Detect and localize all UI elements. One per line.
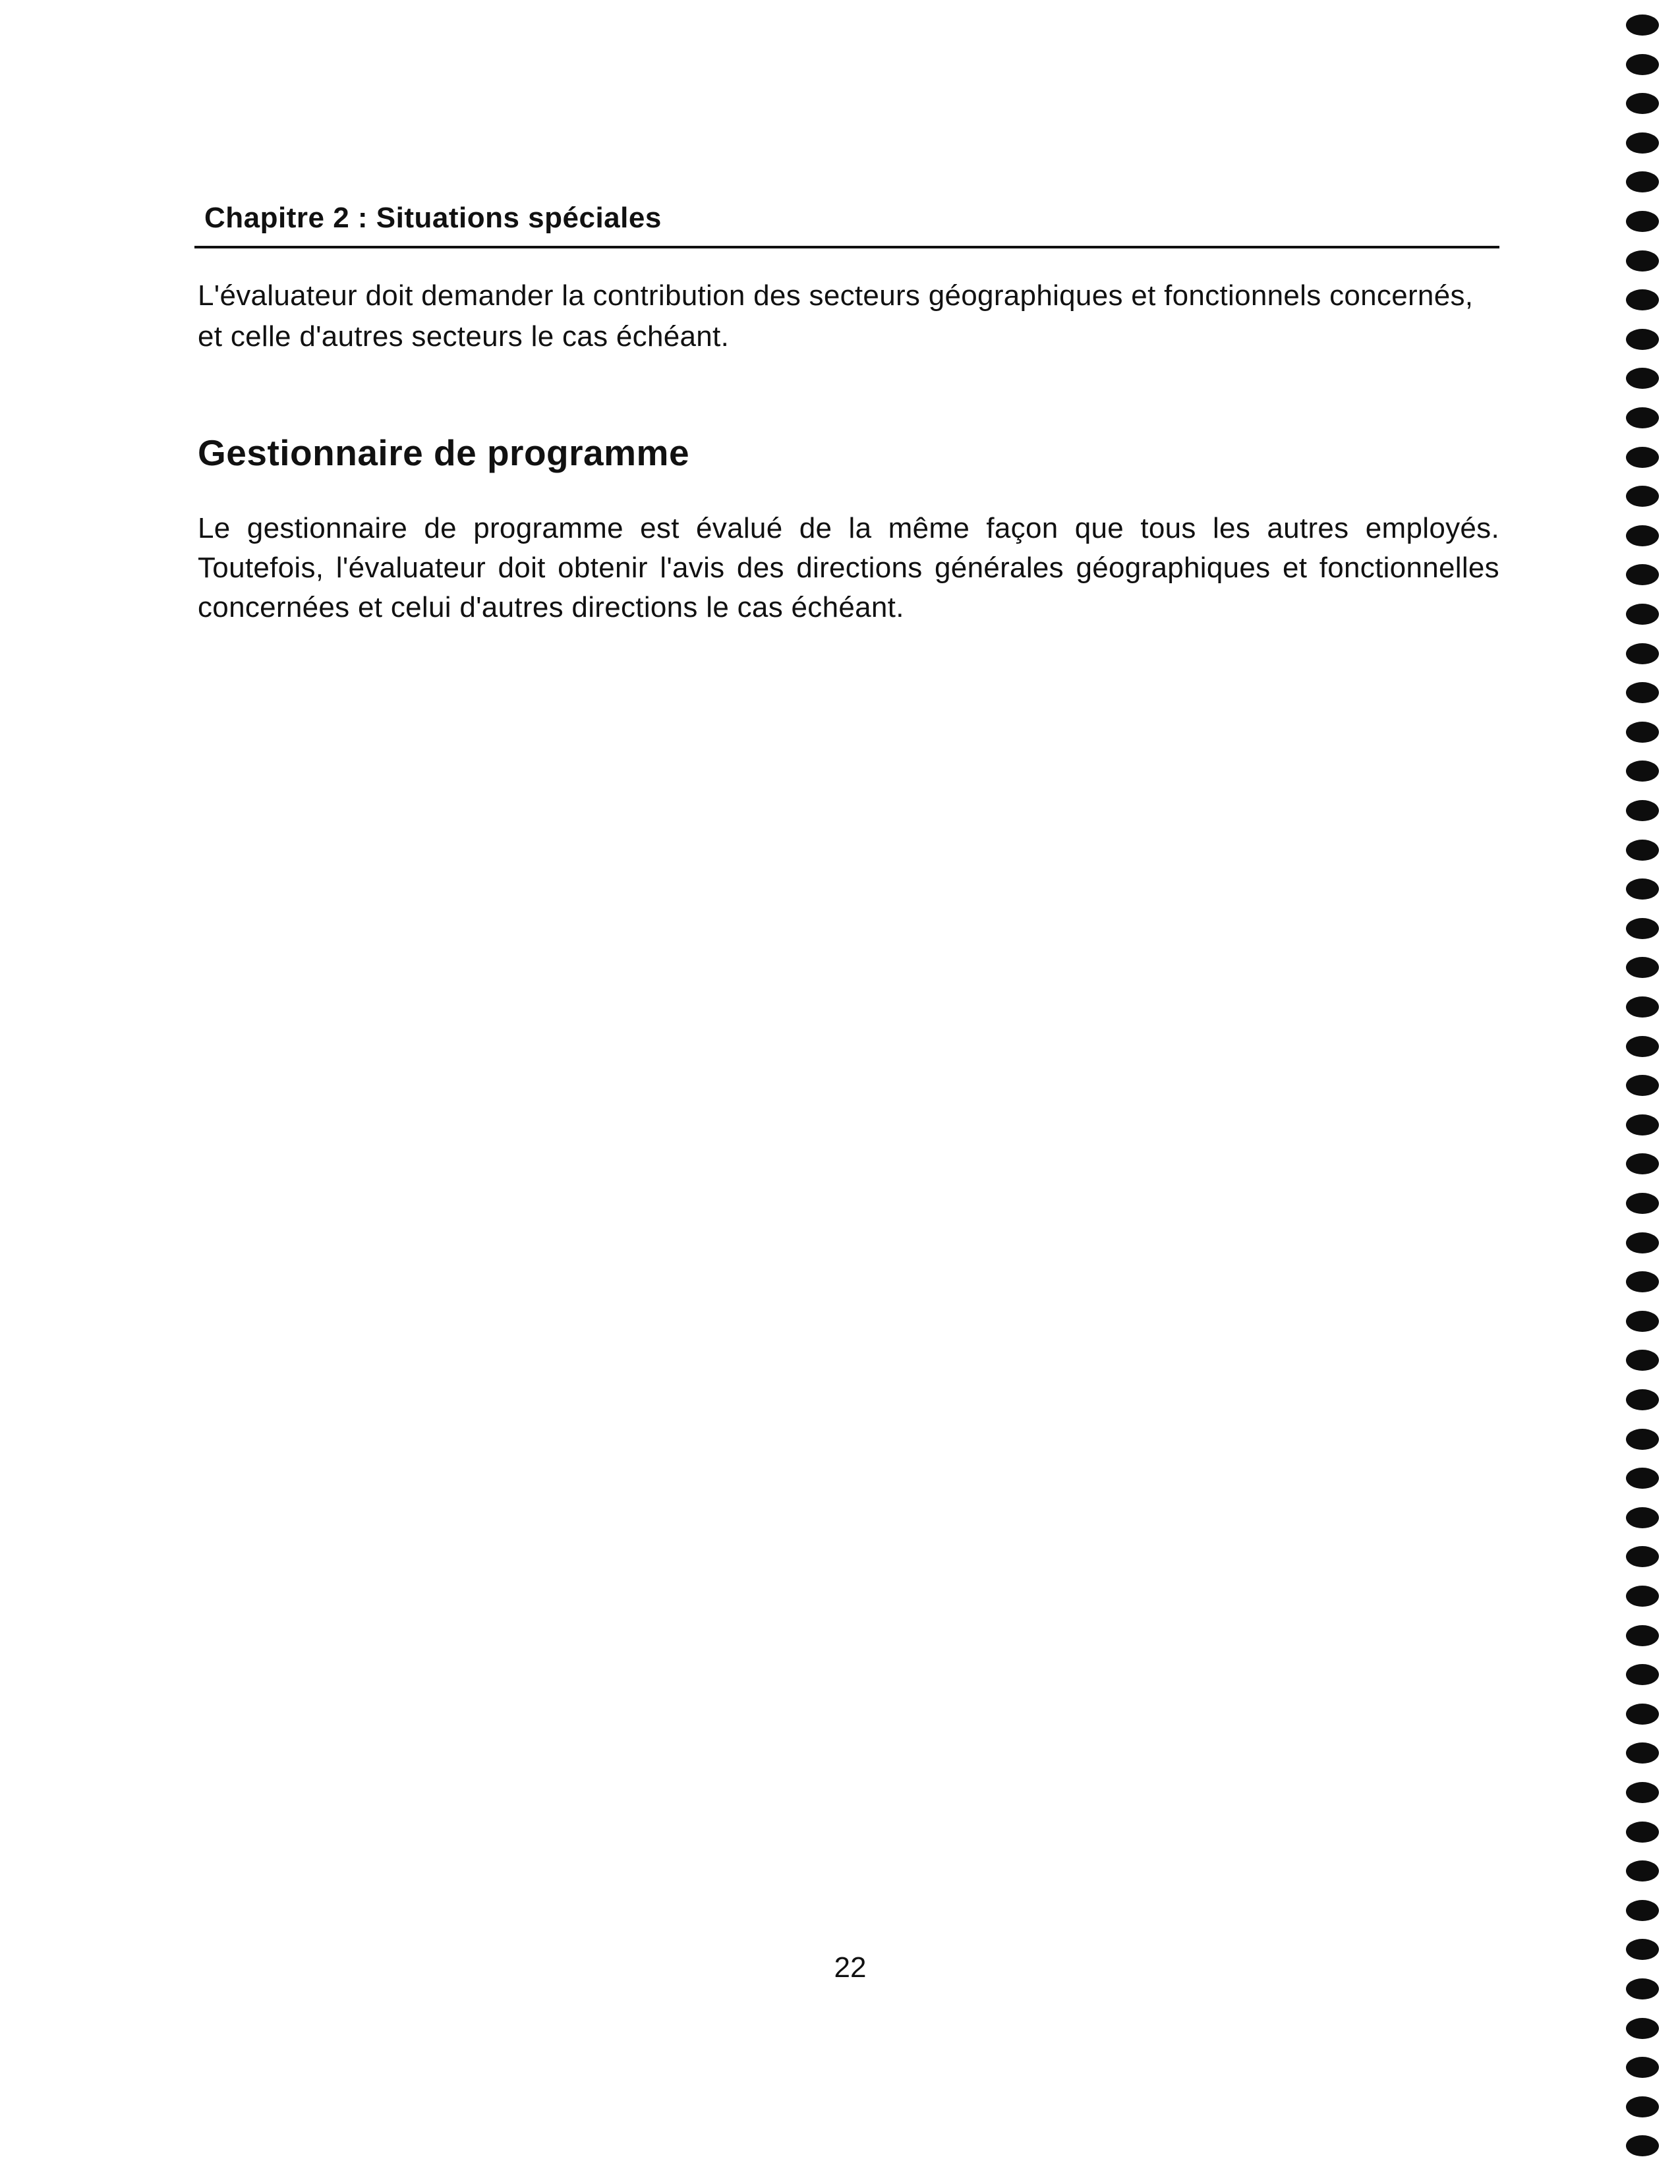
page-number: 22 [834,1951,867,1984]
binding-hole [1626,1900,1659,1921]
binding-hole [1626,486,1659,507]
binding-hole [1626,525,1659,546]
binding-hole [1626,1782,1659,1803]
binding-hole [1626,2018,1659,2039]
binding-hole [1626,54,1659,75]
header-rule [194,246,1499,248]
binding-hole [1626,2057,1659,2078]
binding-hole [1626,250,1659,272]
binding-hole [1626,682,1659,703]
binding-hole [1626,171,1659,192]
binding-hole [1626,1193,1659,1214]
binding-holes-strip [1608,0,1680,2184]
binding-hole [1626,1271,1659,1292]
binding-hole [1626,368,1659,389]
binding-hole [1626,1860,1659,1882]
binding-hole [1626,407,1659,428]
section-heading: Gestionnaire de programme [198,432,690,473]
binding-hole [1626,1350,1659,1371]
intro-paragraph: L'évaluateur doit demander la contribution des secteurs géographiques et fonctionnels concernés, et celle d'autres secteurs le cas échéant. [198,279,1474,353]
binding-hole [1626,1468,1659,1489]
binding-hole [1626,1704,1659,1725]
binding-hole [1626,1036,1659,1057]
binding-hole [1626,761,1659,782]
binding-hole [1626,1153,1659,1174]
binding-hole [1626,1625,1659,1646]
binding-hole [1626,1822,1659,1843]
binding-hole [1626,957,1659,978]
binding-hole [1626,329,1659,350]
binding-hole [1626,564,1659,585]
section-paragraph: Le gestionnaire de programme est évalué de la même façon que tous les autres employés. Toutefois, l'évaluateur doit obtenir l'avis des directions générales géographiques et fonctionnelles concernées et celui d'autres directions le cas échéant. [198,512,1499,623]
binding-hole [1626,1114,1659,1135]
binding-hole [1626,800,1659,821]
binding-hole [1626,289,1659,310]
binding-hole [1626,1075,1659,1096]
binding-hole [1626,996,1659,1018]
binding-hole [1626,93,1659,114]
binding-hole [1626,918,1659,939]
binding-hole [1626,604,1659,625]
running-header: Chapitre 2 : Situations spéciales [204,202,662,234]
binding-hole [1626,1507,1659,1528]
binding-hole [1626,1311,1659,1332]
binding-hole [1626,1546,1659,1567]
binding-hole [1626,447,1659,468]
binding-hole [1626,1742,1659,1764]
binding-hole [1626,878,1659,900]
binding-hole [1626,1429,1659,1450]
binding-hole [1626,2135,1659,2156]
binding-hole [1626,211,1659,232]
binding-hole [1626,1232,1659,1253]
binding-hole [1626,840,1659,861]
binding-hole [1626,1586,1659,1607]
binding-hole [1626,1664,1659,1685]
binding-hole [1626,132,1659,154]
binding-hole [1626,14,1659,36]
binding-hole [1626,722,1659,743]
binding-hole [1626,643,1659,664]
binding-hole [1626,2096,1659,2117]
binding-hole [1626,1939,1659,1960]
binding-hole [1626,1389,1659,1410]
binding-hole [1626,1978,1659,1999]
